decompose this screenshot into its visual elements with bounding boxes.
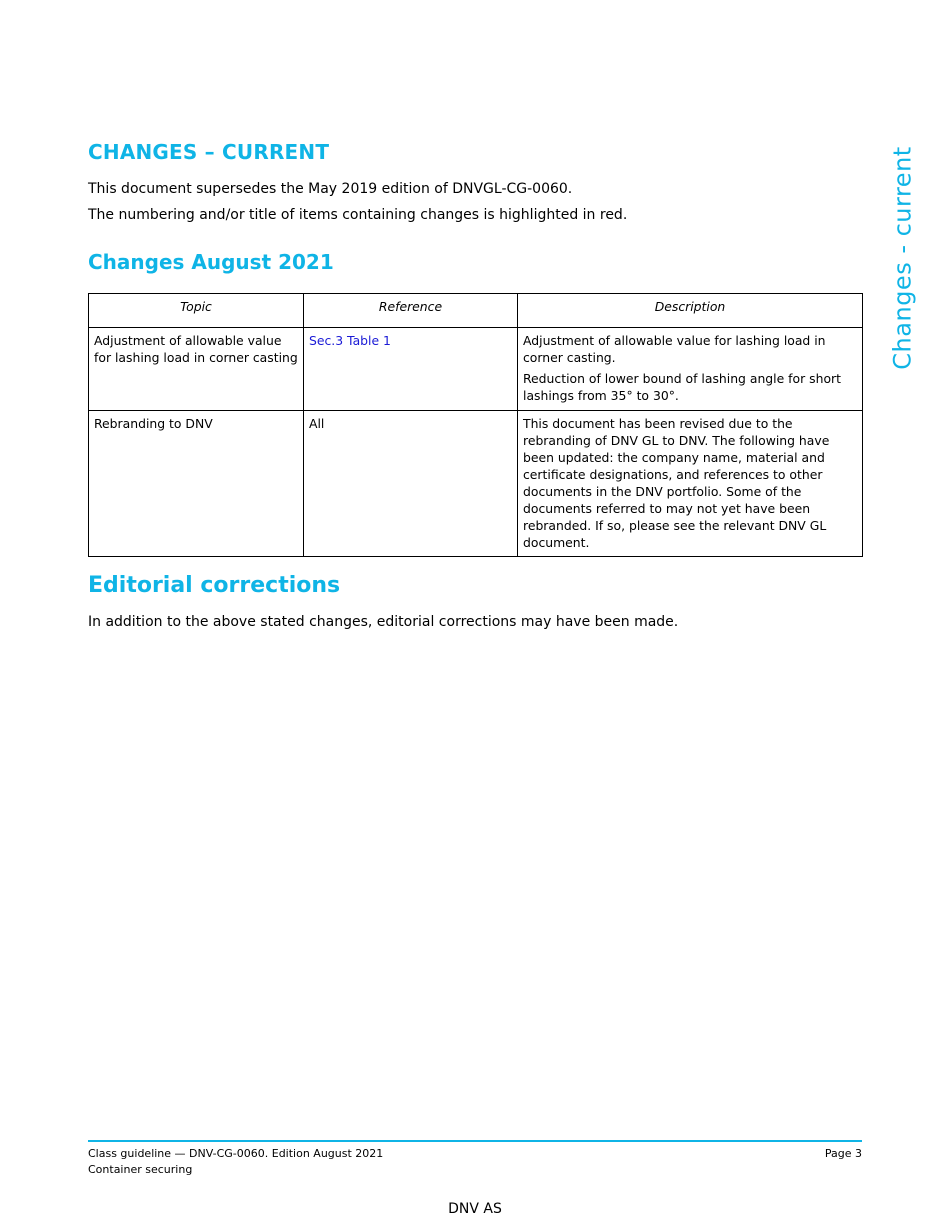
- row-topic: Rebranding to DNV: [89, 411, 304, 557]
- changes-heading: Changes August 2021: [88, 250, 334, 274]
- intro-highlight-note: The numbering and/or title of items containing changes is highlighted in red.: [88, 207, 628, 223]
- header-reference: Reference: [304, 294, 518, 328]
- reference-link[interactable]: Sec.3 Table 1: [309, 333, 391, 348]
- side-tab-label: [878, 145, 928, 371]
- changes-table: [88, 293, 863, 557]
- editorial-text: In addition to the above stated changes, editorial corrections may have been made.: [88, 614, 679, 630]
- footer-document-id: Class guideline — DNV-CG-0060. Edition August 2021: [88, 1147, 384, 1160]
- table-header-row: [89, 294, 863, 328]
- row-description: [518, 411, 863, 557]
- page-title: CHANGES – CURRENT: [88, 140, 330, 164]
- editorial-heading: Editorial corrections: [88, 573, 341, 598]
- footer-divider: [88, 1140, 862, 1142]
- description-paragraph: Adjustment of allowable value for lashing load in corner casting.: [523, 333, 826, 365]
- row-topic: Adjustment of allowable value for lashing load in corner casting: [89, 328, 304, 411]
- row-description: [518, 328, 863, 411]
- description-paragraph: Reduction of lower bound of lashing angle for short lashings from 35° to 30°.: [523, 371, 841, 403]
- footer-publisher: DNV AS: [448, 1201, 502, 1217]
- description-paragraph: This document has been revised due to the rebranding of DNV GL to DNV. The following have been updated: the company name, material and certificate designations, and references to other documents in the DNV portfolio. Some of the documents referred to may not yet have been rebranded. If so, please see the relevant DNV GL document.: [523, 416, 830, 550]
- footer-page-number: Page 3: [824, 1147, 862, 1160]
- row-reference: All: [304, 411, 518, 557]
- footer-document-title: Container securing: [88, 1163, 193, 1176]
- intro-supersedes: This document supersedes the May 2019 edition of DNVGL-CG-0060.: [88, 181, 573, 197]
- table-row: [89, 411, 863, 557]
- header-description: Description: [518, 294, 863, 328]
- side-tab-text: Changes - current: [889, 146, 918, 370]
- header-topic: Topic: [89, 294, 304, 328]
- table-row: [89, 328, 863, 411]
- row-reference: [304, 328, 518, 411]
